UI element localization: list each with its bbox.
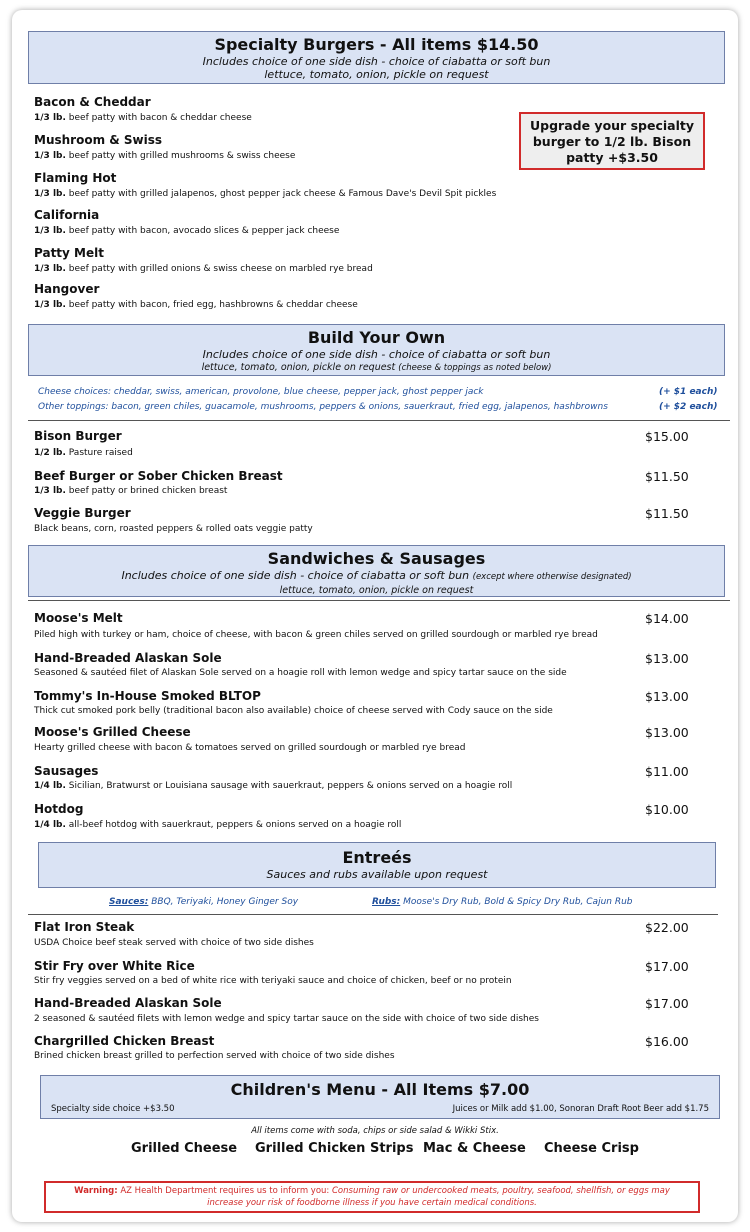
- item-name: Moose's Grilled Cheese: [34, 725, 191, 739]
- children-left-note: Specialty side choice +$3.50: [51, 1104, 175, 1114]
- specialty-sub1: Includes choice of one side dish - choice of ciabatta or soft bun: [202, 55, 551, 68]
- item-name: Tommy's In-House Smoked BLTOP: [34, 689, 261, 703]
- item-price: $13.00: [645, 689, 689, 704]
- item-name: Hand-Breaded Alaskan Sole: [34, 651, 222, 665]
- divider: [28, 600, 730, 601]
- item-name: Veggie Burger: [34, 506, 131, 520]
- item-desc: 1/3 lb. beef patty with bacon, fried egg, hashbrowns & cheddar cheese: [34, 300, 358, 310]
- item-desc: Brined chicken breast grilled to perfection served with choice of two side dishes: [34, 1051, 395, 1061]
- item-price: $16.00: [645, 1034, 689, 1049]
- item-price: $14.00: [645, 611, 689, 626]
- item-name: Patty Melt: [34, 246, 104, 260]
- children-right-note: Juices or Milk add $1.00, Sonoran Draft Root Beer add $1.75: [452, 1104, 709, 1114]
- specialty-sub2: lettuce, tomato, onion, pickle on request: [264, 68, 489, 81]
- entrees-sub1: Sauces and rubs available upon request: [266, 868, 488, 881]
- item-desc: Piled high with turkey or ham, choice of cheese, with bacon & green chiles served on grilled sourdough or marbled rye bread: [34, 630, 598, 640]
- build-title: Build Your Own: [307, 328, 446, 347]
- item-name: Bison Burger: [34, 429, 122, 443]
- item-desc: 1/2 lb. Pasture raised: [34, 448, 133, 458]
- item-price: $15.00: [645, 429, 689, 444]
- item-price: $17.00: [645, 996, 689, 1011]
- item-name: Flaming Hot: [34, 171, 117, 185]
- toppings-price: (+ $2 each): [659, 402, 718, 412]
- item-price: $13.00: [645, 725, 689, 740]
- item-desc: USDA Choice beef steak served with choice of two side dishes: [34, 938, 314, 948]
- item-price: $22.00: [645, 920, 689, 935]
- bison-upgrade-note: Upgrade your specialty burger to 1/2 lb. Bison patty +$3.50: [519, 112, 705, 170]
- item-name: Bacon & Cheddar: [34, 95, 151, 109]
- item-desc: 1/3 lb. beef patty with bacon & cheddar cheese: [34, 113, 252, 123]
- specialty-header: [28, 31, 725, 84]
- rubs-list: Rubs: Moose's Dry Rub, Bold & Spicy Dry Rub, Cajun Rub: [372, 897, 633, 907]
- item-desc: 1/3 lb. beef patty with grilled mushrooms & swiss cheese: [34, 151, 296, 161]
- item-desc: 1/3 lb. beef patty with grilled onions & swiss cheese on marbled rye bread: [34, 264, 373, 274]
- item-desc: 1/3 lb. beef patty with grilled jalapenos, ghost pepper jack cheese & Famous Dave's Devil Spit pickles: [34, 189, 497, 199]
- item-name: Mushroom & Swiss: [34, 133, 163, 147]
- item-name: Chargrilled Chicken Breast: [34, 1034, 215, 1048]
- item-price: $11.50: [645, 506, 689, 521]
- item-name: Stir Fry over White Rice: [34, 959, 195, 973]
- item-desc: Hearty grilled cheese with bacon & tomatoes served on grilled sourdough or marbled rye bread: [34, 743, 466, 753]
- cheese-price: (+ $1 each): [659, 387, 718, 397]
- item-name: Hangover: [34, 282, 100, 296]
- item-name: Hand-Breaded Alaskan Sole: [34, 996, 222, 1010]
- item-name: California: [34, 208, 100, 222]
- item-price: $17.00: [645, 959, 689, 974]
- children-header: [40, 1075, 720, 1119]
- item-name: Moose's Melt: [34, 611, 123, 625]
- children-title: Children's Menu - All Items $7.00: [230, 1080, 530, 1099]
- sandwiches-title: Sandwiches & Sausages: [267, 549, 486, 568]
- sandwiches-header: [28, 545, 725, 597]
- item-desc: Black beans, corn, roasted peppers & rolled oats veggie patty: [34, 524, 313, 534]
- build-sub1: Includes choice of one side dish - choice of ciabatta or soft bun: [202, 348, 551, 361]
- item-desc: 1/3 lb. beef patty with bacon, avocado slices & pepper jack cheese: [34, 226, 340, 236]
- health-warning: Warning: AZ Health Department requires us to inform you: Consuming raw or undercooked meats, poultry, seafood, shellfish, or eggs may increase your risk of foodborne illness if you have certain medical conditions.: [44, 1181, 700, 1213]
- other-toppings: Other toppings: bacon, green chiles, guacamole, mushrooms, peppers & onions, sauerkraut, fried egg, jalapenos, hashbrowns: [38, 402, 608, 412]
- entrees-header: [38, 842, 716, 888]
- item-desc: 1/3 lb. beef patty or brined chicken breast: [34, 486, 228, 496]
- build-sub2: lettuce, tomato, onion, pickle on request (cheese & toppings as noted below): [201, 362, 552, 373]
- divider: [28, 914, 718, 915]
- kids-item: Grilled Cheese: [131, 1141, 238, 1156]
- sandwiches-sub1: Includes choice of one side dish - choice of ciabatta or soft bun (except where otherwise designated): [121, 569, 632, 582]
- sandwiches-sub2: lettuce, tomato, onion, pickle on request: [279, 585, 474, 596]
- item-price: $13.00: [645, 651, 689, 666]
- build-header: [28, 324, 725, 376]
- specialty-title: Specialty Burgers - All items $14.50: [214, 35, 539, 54]
- item-desc: 2 seasoned & sautéed filets with lemon wedge and spicy tartar sauce on the side with choice of two side dishes: [34, 1014, 539, 1024]
- item-price: $11.50: [645, 469, 689, 484]
- item-desc: Seasoned & sautéed filet of Alaskan Sole served on a hoagie roll with lemon wedge and spicy tartar sauce on the side: [34, 668, 567, 678]
- item-desc: Stir fry veggies served on a bed of white rice with teriyaki sauce and choice of chicken, beef or no protein: [34, 976, 512, 986]
- item-desc: 1/4 lb. Sicilian, Bratwurst or Louisiana sausage with sauerkraut, peppers & onions served on a hoagie roll: [34, 781, 513, 791]
- sauces-list: Sauces: BBQ, Teriyaki, Honey Ginger Soy: [109, 897, 299, 907]
- kids-item: Grilled Chicken Strips: [255, 1141, 414, 1156]
- divider: [28, 420, 730, 421]
- kids-item: Cheese Crisp: [544, 1141, 639, 1156]
- item-name: Beef Burger or Sober Chicken Breast: [34, 469, 283, 483]
- item-name: Flat Iron Steak: [34, 920, 135, 934]
- item-name: Sausages: [34, 764, 99, 778]
- item-desc: 1/4 lb. all-beef hotdog with sauerkraut, peppers & onions served on a hoagie roll: [34, 820, 402, 830]
- item-price: $10.00: [645, 802, 689, 817]
- item-desc: Thick cut smoked pork belly (traditional bacon also available) choice of cheese served with Cody sauce on the side: [34, 706, 553, 716]
- kids-item: Mac & Cheese: [423, 1141, 526, 1156]
- item-name: Hotdog: [34, 802, 84, 816]
- item-price: $11.00: [645, 764, 689, 779]
- entrees-title: Entreés: [342, 848, 412, 867]
- children-comes-with: All items come with soda, chips or side salad & Wikki Stix.: [251, 1126, 499, 1136]
- cheese-choices: Cheese choices: cheddar, swiss, american, provolone, blue cheese, pepper jack, ghost pepper jack: [38, 387, 484, 397]
